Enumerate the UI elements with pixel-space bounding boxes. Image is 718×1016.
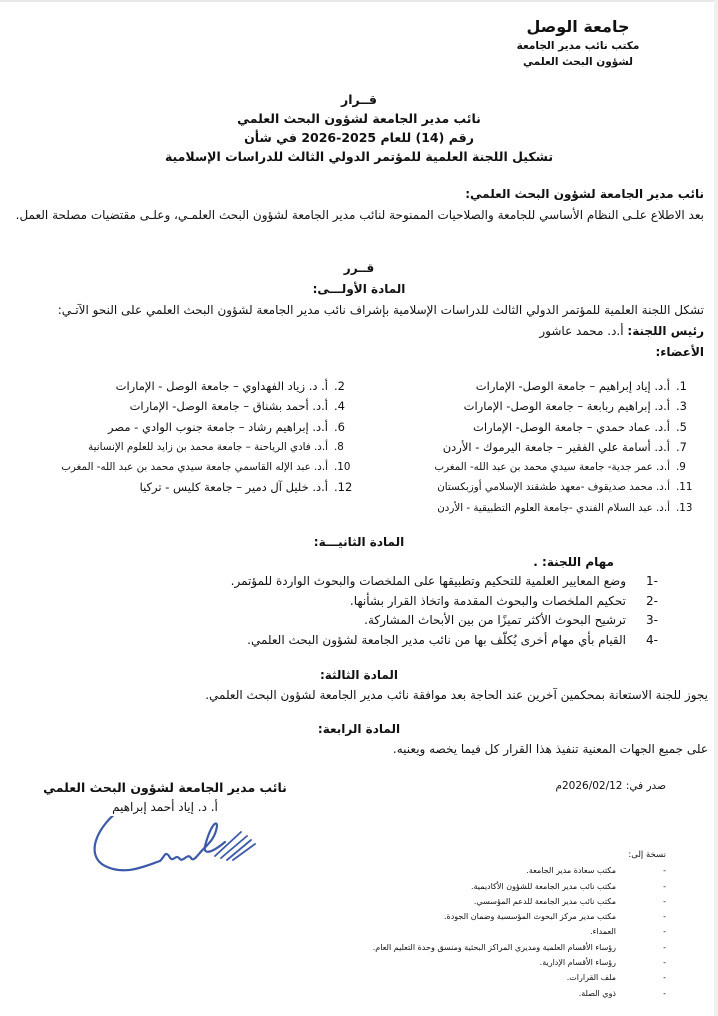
member-number: 10. <box>334 461 351 474</box>
chair-label: رئيس اللجنة: <box>627 324 704 338</box>
copy-recipient <box>326 924 666 939</box>
letterhead <box>508 16 648 70</box>
member-number: 12. <box>334 480 353 495</box>
copy-recipient-text: ملف القرارات. <box>566 973 616 983</box>
member-number: 3. <box>676 399 687 414</box>
task-item <box>231 572 658 592</box>
task-text: ترشيح البحوث الأكثر تميزًا من بين الأبحاث المشاركة. <box>364 613 626 627</box>
copies-label: نسخة إلى: <box>628 850 666 860</box>
task-text: تحكيم الملخصات والبحوث المقدمة واتخاذ القرار بشأنها. <box>349 593 626 608</box>
member-text: أ.د. فادي الرياحنة – جامعة محمد بن زايد للعلوم الإنسانية <box>88 440 328 453</box>
member-item <box>22 396 362 416</box>
issue-date-value: 2026/02/12م <box>555 780 623 792</box>
member-item <box>364 376 704 396</box>
committee-chair <box>14 321 704 342</box>
member-text: أ.د. عمر جدية- جامعة سيدي محمد بن عبد الله- المغرب <box>434 461 670 474</box>
member-text: أ. د. زياد الفهداوي – جامعة الوصل - الإمارات <box>115 379 328 393</box>
task-number: -2 <box>646 593 658 608</box>
copy-recipient <box>326 879 666 894</box>
preamble-text: بعد الاطلاع علـى النظام الأساسي للجامعة والصلاحيات الممنوحة لنائب مدير الجامعة لشؤون البحث العلمـي، وعلـى مقتضيات مصلحة العمل. <box>15 208 704 222</box>
signatory-role: نائب مدير الجامعة لشؤون البحث العلمي <box>43 780 287 795</box>
decision-title <box>0 90 718 166</box>
bullet-dash-icon: - <box>663 881 666 891</box>
bullet-dash-icon: - <box>663 942 666 952</box>
article-4-text: على جميع الجهات المعنية تنفيذ هذا القرار كل فيما يخصه ويعنيه. <box>392 742 708 756</box>
task-item <box>231 592 658 612</box>
article-1-text: تشكل اللجنة العلمية للمؤتمر الدولي الثالث للدراسات الإسلامية بإشراف نائب مدير الجامعة لشؤون البحث العلمي على النحو الآتـي: <box>57 303 704 317</box>
copy-recipient-text: مكتب مدير مركز البحوث المؤسسية وضمان الجودة. <box>444 912 616 922</box>
university-name: جامعة الوصل <box>526 17 630 36</box>
issue-date <box>555 780 666 792</box>
member-text: أ.د. إبراهيم رشاد – جامعة جنوب الوادي - مصر <box>108 419 328 434</box>
copy-recipient-text: العمداء. <box>590 927 616 937</box>
member-item <box>22 437 362 457</box>
task-number: -4 <box>646 632 658 647</box>
copy-recipient <box>326 909 666 924</box>
copy-recipient-text: رؤساء الأقسام العلمية ومديري المراكز البحثية ومنسق وحدة التعليم العام. <box>372 942 616 952</box>
bullet-dash-icon: - <box>663 896 666 906</box>
bullet-dash-icon: - <box>663 866 666 876</box>
member-text: أ.د. عبد الإله القاسمي جامعة سيدي محمد بن عبد الله- المغرب <box>61 461 328 474</box>
article-1-heading: المادة الأولـــى: <box>312 282 406 296</box>
article-3-heading: المادة الثالثة: <box>319 668 399 682</box>
member-text: أ.د. عبد السلام الفندي -جامعة العلوم التطبيقية - الأردن <box>437 501 670 514</box>
copy-recipient <box>326 955 666 970</box>
members-column-left <box>22 376 362 498</box>
member-item <box>364 477 704 497</box>
copy-recipient-text: مكتب سعادة مدير الجامعة. <box>526 866 616 876</box>
bullet-dash-icon: - <box>663 988 666 998</box>
article-4-heading: المادة الرابعة: <box>317 722 401 736</box>
member-number: 1. <box>676 379 687 393</box>
title-number: رقم (14) للعام 2025-2026 في شأن <box>244 130 474 145</box>
member-number: 13. <box>676 501 693 514</box>
task-text: القيام بأي مهام أخرى يُكلّف بها من نائب مدير الجامعة لشؤون البحث العلمي. <box>247 632 626 647</box>
office-line-2: لشؤون البحث العلمي <box>523 56 633 68</box>
title-issuer: نائب مدير الجامعة لشؤون البحث العلمي <box>237 111 481 126</box>
member-text: أ.د. إياد إبراهيم – جامعة الوصل- الإمارات <box>475 379 670 393</box>
article-1 <box>14 258 704 363</box>
copy-recipient-text: رؤساء الأقسام الإدارية. <box>539 958 616 968</box>
task-item <box>231 631 658 651</box>
member-number: 11. <box>676 481 693 494</box>
member-item <box>364 437 704 457</box>
member-text: أ.د. محمد صديقوف -معهد طشقند الإسلامي أوزبكستان <box>437 481 670 494</box>
task-number: -3 <box>646 613 658 627</box>
task-item <box>231 611 658 631</box>
office-line-1: مكتب نائب مدير الجامعة <box>516 40 640 52</box>
decision-word: قــرر <box>343 261 375 275</box>
members-column-right <box>364 376 704 518</box>
member-text: أ.د. عماد حمدي – جامعة الوصل- الإمارات <box>473 419 670 434</box>
bullet-dash-icon: - <box>663 973 666 983</box>
tasks-label: مهام اللجنة: . <box>533 555 614 569</box>
copy-recipient <box>326 863 666 878</box>
member-item <box>22 376 362 396</box>
bullet-dash-icon: - <box>663 927 666 937</box>
preamble <box>14 184 704 226</box>
member-item <box>22 477 362 497</box>
page-top-border <box>0 0 718 2</box>
signatory-name: أ. د. إياد أحمد إبراهيم <box>112 800 218 814</box>
member-item <box>22 417 362 437</box>
member-item <box>364 417 704 437</box>
copies-section <box>326 848 666 1001</box>
article-2-heading: المادة الثانيـــة: <box>313 535 405 549</box>
chair-name: أ.د. محمد عاشور <box>539 324 624 338</box>
member-item <box>364 498 704 518</box>
copy-recipient <box>326 940 666 955</box>
handwritten-signature <box>65 816 265 886</box>
member-text: أ.د. خليل آل دمير – جامعة كليس - تركيا <box>139 480 328 495</box>
tasks-list <box>231 572 658 650</box>
bullet-dash-icon: - <box>663 912 666 922</box>
member-number: 5. <box>676 419 687 434</box>
task-number: -1 <box>646 574 658 588</box>
member-text: أ.د. إبراهيم ربابعة – جامعة الوصل- الإمارات <box>463 399 670 414</box>
copy-recipient-text: ذوي الصلة. <box>578 988 616 998</box>
article-3-text: يجوز للجنة الاستعانة بمحكمين آخرين عند الحاجة بعد موافقة نائب مدير الجامعة لشؤون البحث العلمي. <box>205 688 708 702</box>
member-item <box>364 457 704 477</box>
member-number: 8. <box>334 440 344 453</box>
member-text: أ.د. أسامة علي الفقير – جامعة اليرموك - الأردن <box>442 439 670 454</box>
signature-block <box>40 778 290 886</box>
member-number: 7. <box>676 439 687 454</box>
member-number: 6. <box>334 419 345 434</box>
member-number: 4. <box>334 399 345 414</box>
title-decision: قــرار <box>341 92 377 107</box>
copy-recipient <box>326 986 666 1001</box>
issue-date-label: صدر في: <box>625 780 666 792</box>
copy-recipient-text: مكتب نائب مدير الجامعة للدعم المؤسسي. <box>473 896 616 906</box>
member-item <box>364 396 704 416</box>
copy-recipient <box>326 970 666 985</box>
members-label: الأعضاء: <box>655 345 704 359</box>
member-number: 9. <box>676 461 686 474</box>
copy-recipient-text: مكتب نائب مدير الجامعة للشؤون الأكاديمية. <box>470 881 616 891</box>
title-subject: تشكيل اللجنة العلمية للمؤتمر الدولي الثالث للدراسات الإسلامية <box>164 149 554 164</box>
copy-recipient <box>326 894 666 909</box>
member-text: أ.د. أحمد بشناق – جامعة الوصل- الإمارات <box>129 399 328 414</box>
bullet-dash-icon: - <box>663 958 666 968</box>
task-text: وضع المعايير العلمية للتحكيم وتطبيقها على الملخصات والبحوث الواردة للمؤتمر. <box>230 574 626 588</box>
preamble-heading: نائب مدير الجامعة لشؤون البحث العلمي: <box>465 187 704 201</box>
member-number: 2. <box>334 379 345 393</box>
member-item <box>22 457 362 477</box>
